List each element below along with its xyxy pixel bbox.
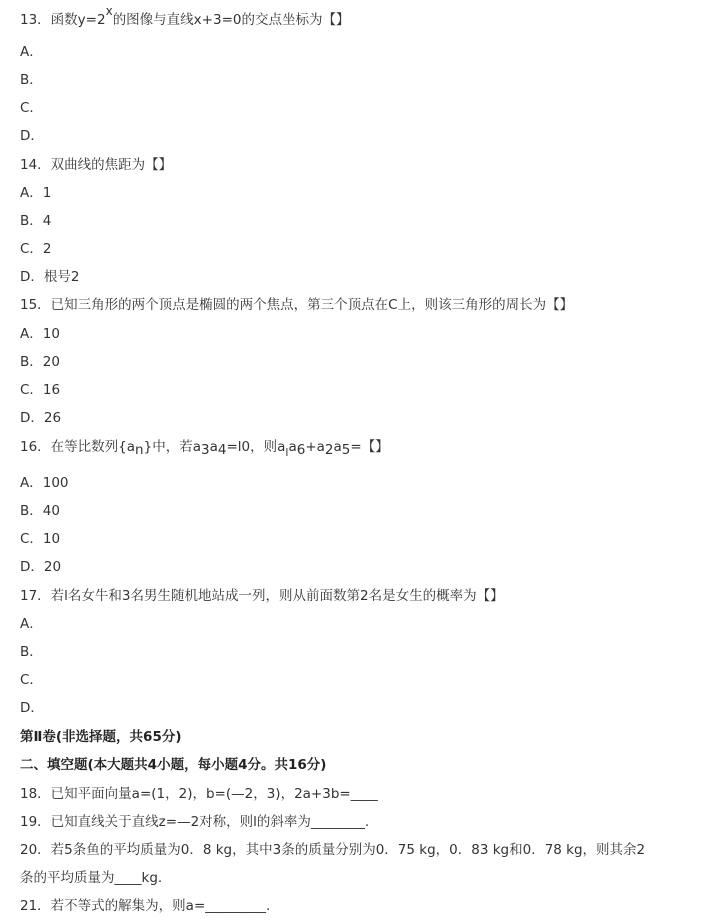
q16-option-c: C．10 (20, 531, 61, 547)
q16-option-a: A．100 (20, 475, 69, 491)
q14-option-b: B．4 (20, 213, 52, 229)
q15-option-a: A．10 (20, 326, 60, 342)
q17-option-c: C． (20, 672, 43, 688)
q14-option-a: A．1 (20, 185, 52, 201)
q15-option-d: D．26 (20, 410, 62, 426)
q16-stem: 16．在等比数列{an}中，若a3a4=l0，则$a_la6+a2a5=$【】 (20, 439, 389, 459)
q14-stem: 14．双曲线的焦距为【】 (20, 157, 173, 173)
q15-option-c: C．16 (20, 382, 61, 398)
q13-stem: 13．函数y=2x的图像与直线x+3=0的交点坐标为【】 (20, 4, 350, 28)
q20-stem-line1: 20．若5条鱼的平均质量为0．8 kg，其中3条的质量分别为0．75 kg，0．83 kg和0．78 kg，则其余2 (20, 842, 646, 858)
q14-option-d: D．根号2 (20, 269, 80, 285)
q15-stem: 15．已知三角形的两个顶点是椭圆的两个焦点，第三个顶点在C上，则该三角形的周长为【】 (20, 297, 574, 313)
q17-stem: 17．若l名女牛和3名男生随机地站成一列，则从前面数第2名是女生的概率为【】 (20, 588, 504, 604)
q13-option-a: A． (20, 44, 43, 60)
q21-stem: 21．若不等式的解集为，则a=_________. (20, 898, 271, 914)
q16-option-b: B．40 (20, 503, 60, 519)
q16-option-d: D．20 (20, 559, 62, 575)
q20-stem-line2: 条的平均质量为____kg. (20, 870, 163, 886)
fill-in-heading: 二、填空题(本大题共4小题，每小题4分。共16分) (20, 757, 327, 773)
q15-option-b: B．20 (20, 354, 60, 370)
q13-option-d: D． (20, 128, 44, 144)
q17-option-d: D． (20, 700, 44, 716)
q13-option-c: C． (20, 100, 43, 116)
q19-stem: 19．已知直线关于直线z=—2对称，则l的斜率为________. (20, 814, 370, 830)
q18-stem: 18．已知平面向量a=(1，2)，b=(—2，3)，2a+3b=____ (20, 786, 378, 802)
part-two-title: 第Ⅱ卷(非选择题，共65分) (20, 729, 182, 745)
q17-option-b: B． (20, 644, 43, 660)
q14-option-c: C．2 (20, 241, 52, 257)
q17-option-a: A． (20, 616, 43, 632)
q13-option-b: B． (20, 72, 43, 88)
